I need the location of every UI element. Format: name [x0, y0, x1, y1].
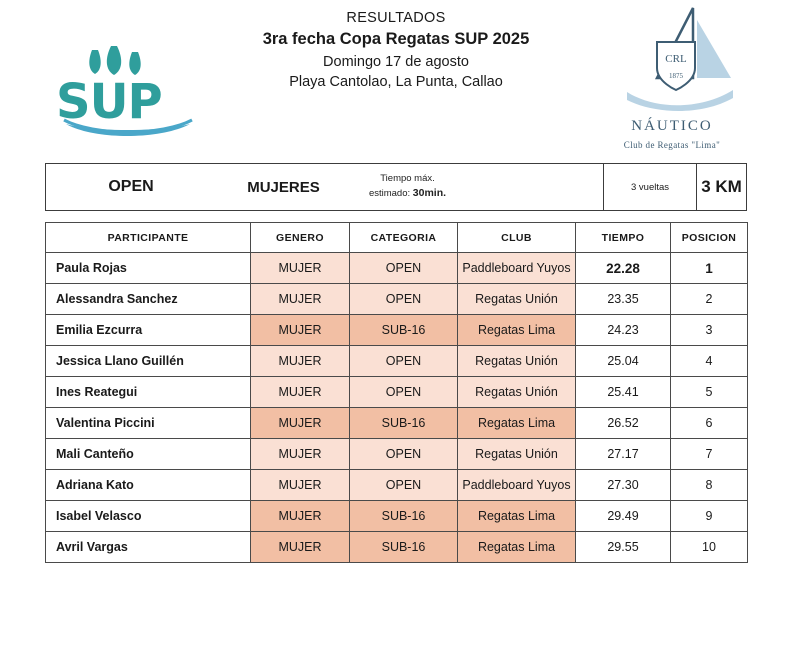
cell-genero: MUJER — [251, 501, 350, 532]
table-row — [46, 315, 748, 346]
cell-genero: MUJER — [251, 439, 350, 470]
cell-posicion: 3 — [671, 315, 748, 346]
race-gender: MUJERES — [247, 178, 320, 196]
cell-categoria: OPEN — [350, 253, 458, 284]
sup-logo-text: SUP — [56, 74, 162, 130]
table-row — [46, 377, 748, 408]
cell-posicion: 1 — [671, 253, 748, 284]
cell-tiempo: 27.30 — [576, 470, 671, 501]
cell-categoria: SUB-16 — [350, 315, 458, 346]
cell-tiempo: 25.41 — [576, 377, 671, 408]
cell-tiempo: 22.28 — [576, 253, 671, 284]
table-row — [46, 501, 748, 532]
club-name: NÁUTICO — [631, 118, 713, 134]
race-distance: 3 KM — [701, 177, 742, 196]
cell-categoria: OPEN — [350, 470, 458, 501]
cell-tiempo: 25.04 — [576, 346, 671, 377]
sailboat-crest-icon — [597, 6, 747, 134]
cell-club: Paddleboard Yuyos — [458, 253, 576, 284]
document-header — [0, 0, 792, 155]
cell-genero: MUJER — [251, 470, 350, 501]
cell-tiempo: 29.49 — [576, 501, 671, 532]
column-header-tiempo: TIEMPO — [576, 223, 671, 253]
cell-posicion: 5 — [671, 377, 748, 408]
cell-club: Regatas Unión — [458, 284, 576, 315]
column-header-participante: PARTICIPANTE — [46, 223, 251, 253]
cell-categoria: OPEN — [350, 377, 458, 408]
column-header-posicion: POSICION — [671, 223, 748, 253]
table-row — [46, 253, 748, 284]
table-row — [46, 346, 748, 377]
cell-posicion: 7 — [671, 439, 748, 470]
cell-posicion: 2 — [671, 284, 748, 315]
info-spacer — [464, 164, 604, 210]
cell-club: Regatas Lima — [458, 501, 576, 532]
cell-genero: MUJER — [251, 315, 350, 346]
table-row — [46, 470, 748, 501]
cell-participante: Paula Rojas — [46, 253, 251, 284]
cell-posicion: 8 — [671, 470, 748, 501]
column-header-club: CLUB — [458, 223, 576, 253]
cell-club: Regatas Unión — [458, 439, 576, 470]
table-header-row — [46, 223, 748, 253]
cell-club: Paddleboard Yuyos — [458, 470, 576, 501]
page-title: RESULTADOS — [346, 10, 446, 26]
cell-genero: MUJER — [251, 253, 350, 284]
cell-posicion: 9 — [671, 501, 748, 532]
cell-posicion: 10 — [671, 532, 748, 563]
cell-tiempo: 24.23 — [576, 315, 671, 346]
cell-categoria: SUB-16 — [350, 408, 458, 439]
event-location: Playa Cantolao, La Punta, Callao — [289, 74, 503, 90]
table-row — [46, 532, 748, 563]
cell-tiempo: 29.55 — [576, 532, 671, 563]
column-header-categoria: CATEGORIA — [350, 223, 458, 253]
cell-participante: Isabel Velasco — [46, 501, 251, 532]
club-subtitle: Club de Regatas "Lima" — [623, 140, 721, 150]
cell-club: Regatas Lima — [458, 315, 576, 346]
cell-participante: Avril Vargas — [46, 532, 251, 563]
cell-genero: MUJER — [251, 408, 350, 439]
cell-categoria: OPEN — [350, 346, 458, 377]
table-header — [46, 223, 748, 253]
cell-genero: MUJER — [251, 377, 350, 408]
cell-tiempo: 27.17 — [576, 439, 671, 470]
table-row — [46, 284, 748, 315]
cell-club: Regatas Lima — [458, 408, 576, 439]
cell-participante: Adriana Kato — [46, 470, 251, 501]
svg-text:CRL: CRL — [665, 53, 687, 65]
results-table — [45, 222, 748, 563]
cell-participante: Ines Reategui — [46, 377, 251, 408]
table-row — [46, 439, 748, 470]
club-logo — [597, 6, 747, 151]
race-laps: 3 vueltas — [604, 164, 697, 210]
table-row — [46, 408, 748, 439]
cell-categoria: OPEN — [350, 439, 458, 470]
race-info-bar — [45, 163, 747, 211]
cell-genero: MUJER — [251, 284, 350, 315]
table-body — [46, 253, 748, 563]
cell-categoria: SUB-16 — [350, 501, 458, 532]
cell-participante: Valentina Piccini — [46, 408, 251, 439]
cell-participante: Mali Canteño — [46, 439, 251, 470]
cell-club: Regatas Unión — [458, 377, 576, 408]
estimated-time — [351, 164, 464, 210]
cell-participante: Alessandra Sanchez — [46, 284, 251, 315]
cell-tiempo: 23.35 — [576, 284, 671, 315]
column-header-genero: GENERO — [251, 223, 350, 253]
estimated-time-label-1: Tiempo máx. — [380, 173, 435, 185]
cell-club: Regatas Lima — [458, 532, 576, 563]
cell-participante: Jessica Llano Guillén — [46, 346, 251, 377]
estimated-time-label-2: estimado: — [368, 188, 411, 199]
event-date: Domingo 17 de agosto — [323, 54, 469, 70]
cell-tiempo: 26.52 — [576, 408, 671, 439]
svg-text:1875: 1875 — [669, 72, 683, 80]
cell-genero: MUJER — [251, 346, 350, 377]
cell-categoria: OPEN — [350, 284, 458, 315]
estimated-time-value: 30min. — [412, 187, 447, 199]
cell-posicion: 4 — [671, 346, 748, 377]
cell-genero: MUJER — [251, 532, 350, 563]
cell-club: Regatas Unión — [458, 346, 576, 377]
cell-participante: Emilia Ezcurra — [46, 315, 251, 346]
event-name: 3ra fecha Copa Regatas SUP 2025 — [262, 30, 530, 48]
cell-categoria: SUB-16 — [350, 532, 458, 563]
cell-posicion: 6 — [671, 408, 748, 439]
race-category: OPEN — [108, 178, 154, 195]
